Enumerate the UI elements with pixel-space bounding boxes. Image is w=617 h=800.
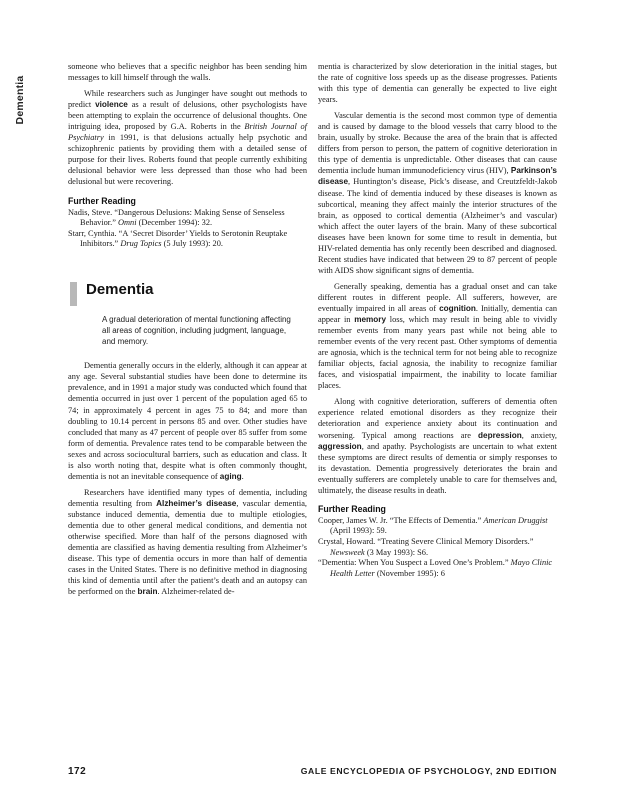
reference-item: Nadis, Steve. “Dangerous Delusions: Making Sense of Senseless Behavior.” Omni (December 1994): 32. — [68, 207, 285, 228]
journal-title: British Journal of Psychiatry — [68, 122, 307, 143]
reference-item: Crystal, Howard. “Treating Severe Clinical Memory Disorders.” Newsweek (3 May 1993): S6. — [318, 537, 534, 557]
left-paragraph-2: While researchers such as Junginger have sought out methods to predict violence as a result of delusions, other psychologists have been attempting to explain the occurrence of delusional thoughts. One intriguing idea, proposed by G.A. Roberts in the British Journal of Psychiatry in 1991, is that delusions actually help psychotic and schizophrenic patients by providing them with a detailed sense of purpose for their lives. Roberts found that people currently exhibiting delusional behavior were less depressed than those who had been delusional but were recovering. — [68, 89, 307, 187]
side-section-label: Dementia — [14, 75, 26, 125]
left-paragraph-1: someone who believes that a specific neighbor has been sending him messages to kill himself through the walls. — [68, 62, 307, 83]
entry-definition: A gradual deterioration of mental functioning affecting all areas of cognition, including judgment, language, and memory. — [102, 314, 291, 346]
reference-item: “Dementia: When You Suspect a Loved One’s Problem.” Mayo Clinic Health Letter (November 1995): 6 — [318, 558, 553, 578]
further-reading-heading: Further Reading — [68, 195, 136, 206]
entry-marker-bar — [70, 282, 77, 306]
right-paragraph-4: Along with cognitive deterioration, sufferers of dementia often experience related emotional disorders as they recognize their deterioration and experience anxiety about its continuation and worsening. Typical among reactions are depression, anxiety, aggression, and apathy. Psychologists are uncertain to what extent these symptoms are direct results of dementia or simply responses to its devastation. Dementia progressively deteriorates the brain and eventually sufferers are completely unable to care for themselves and, ultimately, the disease results in death. — [318, 397, 557, 495]
keyword-parkinsons[interactable]: Parkinson’s disease — [318, 166, 557, 187]
right-column — [318, 61, 557, 579]
right-paragraph-3: Generally speaking, dementia has a gradual onset and can take different routes in different people. All sufferers, however, are eventually impaired in all areas of cognition. Initially, dementia can appear in memory loss, which may result in being able to vividly remember events from many years past while not being able to remember events of the very recent past. Other symptoms of dementia are agnosia, which is the technical term for not being able to recognize familiar objects, facial agnosia, the inability to recognize familiar faces, and visiospatial impairment, the inability to locate familiar places. — [318, 281, 557, 391]
keyword-aging[interactable]: aging — [219, 471, 242, 481]
keyword-cognition[interactable]: cognition — [439, 303, 476, 313]
left-column — [68, 61, 307, 597]
side-section-tab — [13, 68, 27, 132]
reference-item: Cooper, James W. Jr. “The Effects of Dementia.” American Druggist (April 1993): 59. — [318, 515, 548, 536]
left-paragraph-3: Dementia generally occurs in the elderly, although it can appear at any age. Several substantial studies have been done to determine its prevalence, and in 1991 a major study was conducted which found that dementia occurred in just over 1 percent of the population aged 65 to 74; in approximately 4 percent in ages 75 to 84; and more than doubling to 10.14 percent in persons 85 and over. Other studies have concluded that many as 47 percent of people over 85 suffer from some form of dementia. Prevalence rates tend to be comparable between the sexes and across sociocultural barriers, such as education and class. It is also worth noting that, despite what is often commonly thought, dementia is not an inevitable consequence of aging. — [68, 361, 307, 481]
right-paragraph-2: Vascular dementia is the second most common type of dementia and is caused by damage to the blood vessels that carry blood to the brain, usually by stroke. Because the area of the brain that is affected differs from person to person, the pattern of cognitive deterioration in this type of dementia is unpredictable. Other diseases that can cause dementia include human immunodeficiency virus (HIV), Parkinson’s disease, Huntington’s disease, Pick’s disease, and Creutzfeldt-Jakob disease. The kind of dementia induced by these diseases is known as subcortical, meaning they affect mainly the interior structures of the brain, as opposed to cortical dementia (Alzheimer’s and vascular) which affect the outer layers of the brain. Many of these subcortical diseases have been known for some time to result in dementia, but HIV-related dementia has only recently been described and diagnosed. Recent studies have indicated that between 29 to 87 percent of people with AIDS show significant signs of dementia. — [318, 111, 557, 275]
reference-item: Starr, Cynthia. “A ‘Secret Disorder’ Yields to Serotonin Reuptake Inhibitors.” Drug Topics (5 July 1993): 20. — [68, 228, 288, 249]
entry-header — [68, 280, 307, 308]
left-paragraph-4: Researchers have identified many types of dementia, including dementia resulting from Alzheimer’s disease, vascular dementia, substance induced dementia, dementia due to multiple etiologies, dementia due to other general medical conditions, and dementia not otherwise specified. More than half of the persons diagnosed with dementia are classified as having dementia resulting from Alzheimer’s disease. This type of dementia occurs in more than half of dementia cases in the United States. There is no definitive method in diagnosing this kind of dementia until after the patient’s death and an autopsy can be performed on the brain. Alzheimer-related de- — [68, 487, 307, 597]
entry-title: Dementia — [86, 280, 154, 298]
keyword-violence[interactable]: violence — [95, 100, 128, 110]
keyword-aggression[interactable]: aggression — [318, 441, 362, 451]
keyword-memory[interactable]: memory — [354, 315, 387, 325]
keyword-depression[interactable]: depression — [478, 430, 522, 440]
keyword-brain[interactable]: brain — [137, 587, 158, 597]
right-paragraph-1: mentia is characterized by slow deterioration in the initial stages, but the rate of cognitive loss speeds up as the disease progresses. Patients with this type of dementia can generally be expected to live eight years. — [318, 62, 557, 105]
page-number: 172 — [68, 766, 87, 777]
keyword-alzheimers[interactable]: Alzheimer’s disease — [156, 498, 237, 508]
further-reading-heading: Further Reading — [318, 503, 386, 514]
running-footer-title: GALE ENCYCLOPEDIA OF PSYCHOLOGY, 2ND EDITION — [300, 766, 557, 776]
